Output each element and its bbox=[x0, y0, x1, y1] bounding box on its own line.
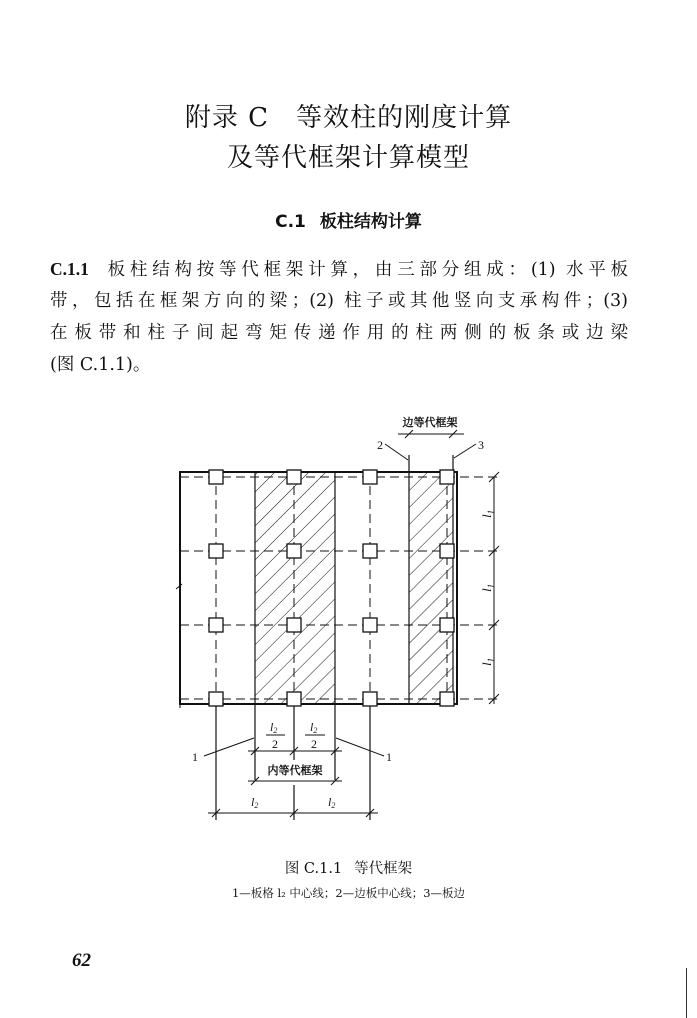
l1-label-middle: $l_1$ bbox=[479, 583, 496, 592]
clause-paragraph bbox=[50, 253, 628, 381]
page-edge-line bbox=[686, 968, 687, 1018]
l2-label-left: l2 bbox=[251, 795, 259, 810]
half-l2-left-numerator: l2 bbox=[270, 720, 278, 735]
figure-legend: 1—板格 l₂ 中心线；2—边板中心线；3—板边 bbox=[231, 886, 466, 900]
figure-number: 图 C.1.1 bbox=[284, 861, 343, 877]
paragraph-line-4: (图 C.1.1)。 bbox=[50, 355, 151, 375]
edge-frame-hatch bbox=[409, 472, 453, 704]
half-l2-left-denominator: 2 bbox=[272, 737, 278, 751]
l2-dimension bbox=[208, 809, 378, 817]
section-heading bbox=[0, 207, 697, 232]
appendix-title-line1: 附录 C 等效柱的刚度计算 bbox=[184, 103, 513, 133]
inner-frame-label: 内等代框架 bbox=[267, 764, 323, 777]
edge-frame-label: 边等代框架 bbox=[402, 416, 458, 429]
inner-frame-dimension bbox=[248, 777, 342, 785]
paragraph-line-1: C.1.1 板柱结构按等代框架计算，由三部分组成：(1) 水平板 bbox=[50, 259, 628, 280]
section-number: C.1 bbox=[275, 212, 306, 232]
section-title: 板柱结构计算 bbox=[319, 212, 422, 232]
equivalent-frame-figure bbox=[0, 400, 697, 840]
paragraph-line-2: 带，包括在框架方向的梁；(2) 柱子或其他竖向支承构件；(3) bbox=[50, 291, 628, 311]
page-number: 62 bbox=[72, 950, 91, 971]
appendix-title-line2: 及等代框架计算模型 bbox=[226, 143, 470, 173]
half-l2-right-denominator: 2 bbox=[311, 737, 317, 751]
marker-1-right: 1 bbox=[386, 750, 392, 764]
l1-label-top: $l_1$ bbox=[479, 509, 496, 518]
figure-title: 等代框架 bbox=[354, 861, 413, 877]
edge-frame-annotation bbox=[377, 415, 484, 460]
marker-3: 3 bbox=[478, 438, 484, 452]
half-l2-right-numerator: l2 bbox=[310, 720, 318, 735]
half-l2-dimensions bbox=[248, 735, 342, 755]
clause-number: C.1.1 bbox=[50, 259, 89, 279]
marker-2: 2 bbox=[377, 438, 383, 452]
figure-caption bbox=[0, 857, 697, 878]
l1-label-bottom: $l_1$ bbox=[479, 657, 496, 666]
inner-frame-hatch bbox=[255, 472, 335, 704]
paragraph-line-3: 在板带和柱子间起弯矩传递作用的柱两侧的板条或边梁 bbox=[50, 323, 628, 343]
marker-1-left: 1 bbox=[192, 750, 198, 764]
l2-label-right: l2 bbox=[328, 795, 336, 810]
